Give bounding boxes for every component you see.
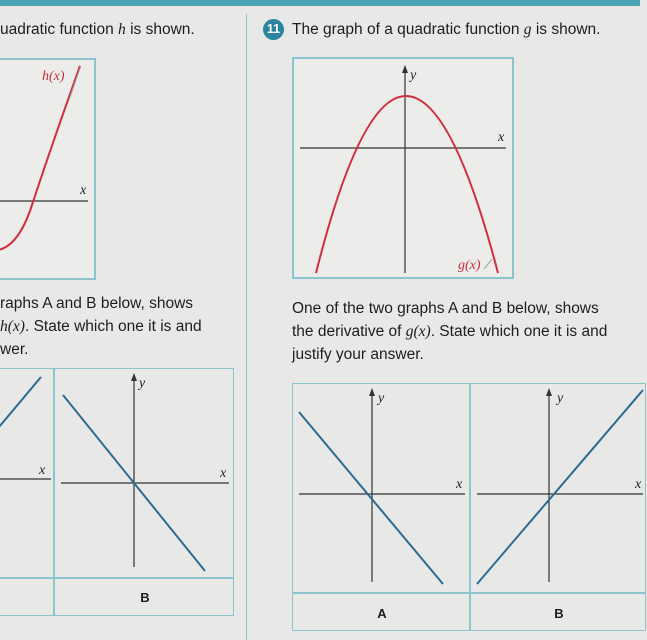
right-body-start: the derivative of	[292, 323, 406, 340]
left-body-line2	[0, 316, 202, 337]
left-x-label: x	[80, 183, 87, 198]
right-body-line3: justify your answer.	[292, 346, 424, 363]
left-body-line1: raphs A and B below, shows	[0, 295, 194, 312]
right-body-line1: One of the two graphs A and B below, shows	[292, 300, 599, 317]
right-body-fn: g(x)	[405, 323, 431, 340]
left-graph-b-caption: B	[140, 590, 150, 605]
left-graph-a-line	[0, 377, 41, 427]
h-label-pointer	[69, 68, 80, 100]
right-graph-b-x-label: x	[635, 477, 642, 492]
right-prompt-end: is shown.	[531, 21, 601, 38]
right-function-graph	[292, 57, 514, 279]
right-caption-b-cell	[470, 593, 646, 631]
column-divider	[246, 14, 247, 640]
right-graph-a-caption: A	[377, 606, 387, 621]
g-curve-label: g(x)	[458, 258, 481, 273]
left-graph-b-cell	[54, 368, 234, 578]
top-accent-bar	[0, 0, 640, 6]
left-graph-a-cell	[0, 368, 54, 578]
right-question-prompt	[292, 19, 600, 40]
left-body-line3: wer.	[0, 341, 29, 358]
right-graph-a-x-label: x	[456, 477, 463, 492]
left-question-prompt	[0, 19, 195, 40]
left-body-fn: h(x)	[0, 318, 25, 335]
g-label-pointer	[484, 259, 492, 269]
left-graph-b-y-label: y	[139, 376, 146, 391]
left-prompt-end: is shown.	[125, 21, 195, 38]
left-prompt-var: h	[118, 21, 126, 38]
left-caption-b-cell	[54, 578, 234, 616]
right-graph-b-line	[477, 390, 643, 584]
right-y-label: y	[410, 68, 417, 83]
question-number-badge: 11	[263, 19, 284, 40]
left-prompt-text: uadratic function	[0, 21, 119, 38]
right-prompt-text: The graph of a quadratic function	[292, 21, 524, 38]
right-graph-b-y-arrow	[546, 388, 552, 396]
right-graph-b-y-label: y	[557, 391, 564, 406]
right-y-arrow	[402, 65, 408, 73]
g-curve	[316, 96, 498, 273]
right-caption-a-cell	[292, 593, 470, 631]
right-graph-a-y-label: y	[378, 391, 385, 406]
right-graph-b-caption: B	[554, 606, 564, 621]
right-prompt-var: g	[523, 21, 532, 38]
right-body-line2	[292, 321, 607, 342]
right-graph-a-cell	[292, 383, 470, 593]
right-graph-a-line	[299, 412, 443, 584]
h-curve-label: h(x)	[42, 69, 65, 84]
right-graph-a-y-arrow	[369, 388, 375, 396]
left-body-end: . State which one it is and	[24, 318, 202, 335]
right-graph-b-cell	[470, 383, 646, 593]
left-graph-b-y-arrow	[131, 373, 137, 381]
left-caption-a-cell	[0, 578, 54, 616]
left-graph-a-x-label: x	[39, 463, 46, 478]
left-graph-b-x-label: x	[220, 466, 227, 481]
left-function-graph	[0, 58, 96, 280]
right-body-end: . State which one it is and	[430, 323, 608, 340]
right-x-label: x	[498, 130, 505, 145]
h-curve	[0, 66, 80, 250]
